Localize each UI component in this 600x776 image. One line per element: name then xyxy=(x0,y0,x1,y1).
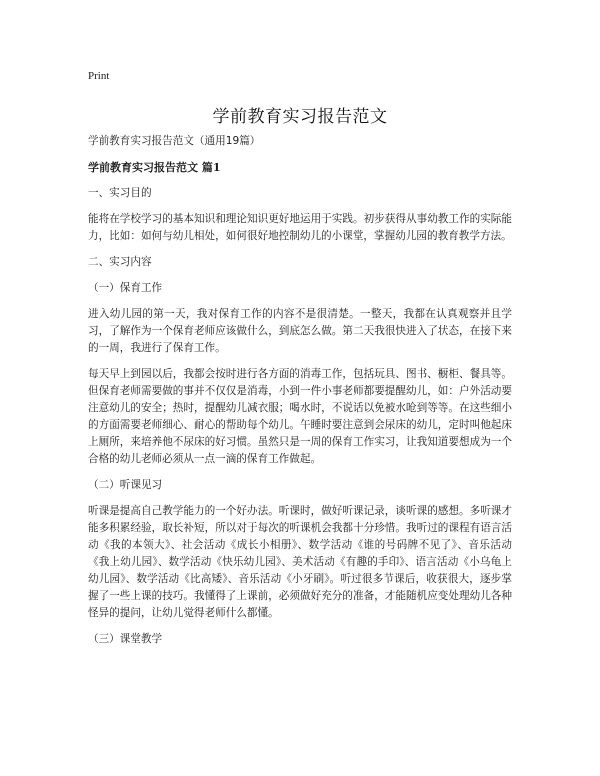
document-body xyxy=(88,133,512,657)
document-subtitle: 学前教育实习报告范文（通用19篇） xyxy=(88,135,261,147)
paragraph-purpose: 能将在学校学习的基本知识和理论知识更好地运用于实践。初步获得从事幼教工作的实际能力，比如：如何与幼儿相处，如何很好地控制幼儿的小课堂，掌握幼儿园的教育教学方法。 xyxy=(88,213,512,242)
document-title: 学前教育实习报告范文 xyxy=(212,107,388,127)
print-label: Print xyxy=(88,70,110,82)
heading-childcare: （一）保育工作 xyxy=(88,282,163,294)
paragraph-childcare-2: 每天早上到园以后，我都会按时进行各方面的消毒工作，包括玩具、图书、橱柜、餐具等。但保育老师需要做的事并不仅仅是消毒，小到一件小事老师都要提醒幼儿，如：户外活动要注意幼儿的安全；热时，提醒幼儿减衣服；喝水时，不说话以免被水呛到等等。在这些细小的方面需要老师细心、耐心的帮助每个幼儿。午睡时要注意到会尿床的幼儿，定时叫他起床上厕所，来培养他不尿床的好习惯。虽然只是一周的保育工作实习，让我知道要想成为一个合格的幼儿老师必须从一点一滴的保育工作做起。 xyxy=(88,368,512,465)
paragraph-childcare-1: 进入幼儿园的第一天，我对保育工作的内容不是很清楚。一整天，我都在认真观察并且学习，了解作为一个保育老师应该做什么，到底怎么做。第二天我很快进入了状态，在接下来的一周，我进行了保育工作。 xyxy=(88,308,512,354)
heading-purpose: 一、实习目的 xyxy=(88,187,152,199)
section-title: 学前教育实习报告范文 篇1 xyxy=(88,161,221,174)
heading-observation: （二）听课见习 xyxy=(88,479,163,491)
heading-content: 二、实习内容 xyxy=(88,256,152,268)
heading-teaching: （三）课堂教学 xyxy=(88,633,163,645)
paragraph-observation: 听课是提高自己教学能力的一个好办法。听课时，做好听课记录，谈听课的感想。多听课才能多积累经验，取长补短，所以对于每次的听课机会我都十分珍惜。我听过的课程有语言活动《我的本领大》、社会活动《成长小相册》、数学活动《谁的号码牌不见了》、音乐活动《我上幼儿园》、数学活动《快乐幼儿园》、美术活动《有趣的手印》、语言活动《小乌龟上幼儿园》、数学活动《比高矮》、音乐活动《小牙刷》。听过很多节课后，收获很大，逐步掌握了一些上课的技巧。我懂得了上课前，必须做好充分的准备，才能随机应变处理幼儿各种怪异的提问，让幼儿觉得老师什么都懂。 xyxy=(88,505,512,619)
